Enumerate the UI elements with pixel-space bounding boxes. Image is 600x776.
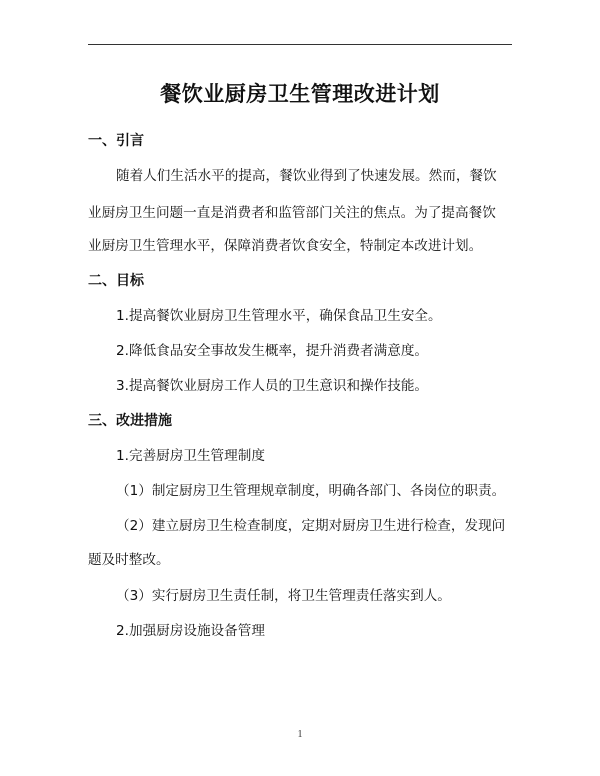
section-heading-introduction: 一、引言 [88,133,144,149]
measure-subitem-continuation: 题及时整改。 [88,552,170,568]
measure-subitem: （1）制定厨房卫生管理规章制度，明确各部门、各岗位的职责。 [116,483,506,499]
measure-subitem: （2）建立厨房卫生检查制度，定期对厨房卫生进行检查，发现问 [116,518,506,534]
measure-item: 2.加强厨房设施设备管理 [116,623,265,639]
document-title: 餐饮业厨房卫生管理改进计划 [160,82,440,106]
header-rule [88,44,512,45]
page-number: 1 [297,729,303,740]
goal-item: 2.降低食品安全事故发生概率，提升消费者满意度。 [116,343,429,359]
paragraph-line: 业厨房卫生管理水平，保障消费者饮食安全，特制定本改进计划。 [88,238,483,254]
section-heading-goals: 二、目标 [88,273,144,289]
goal-item: 1.提高餐饮业厨房卫生管理水平，确保食品卫生安全。 [116,308,442,324]
paragraph-line: 业厨房卫生问题一直是消费者和监管部门关注的焦点。为了提高餐饮 [88,205,496,221]
goal-item: 3.提高餐饮业厨房工作人员的卫生意识和操作技能。 [116,378,429,394]
measure-subitem: （3）实行厨房卫生责任制，将卫生管理责任落实到人。 [116,588,451,604]
measure-item: 1.完善厨房卫生管理制度 [116,448,265,464]
section-heading-measures: 三、改进措施 [88,413,172,429]
paragraph-line: 随着人们生活水平的提高，餐饮业得到了快速发展。然而，餐饮 [116,168,497,184]
